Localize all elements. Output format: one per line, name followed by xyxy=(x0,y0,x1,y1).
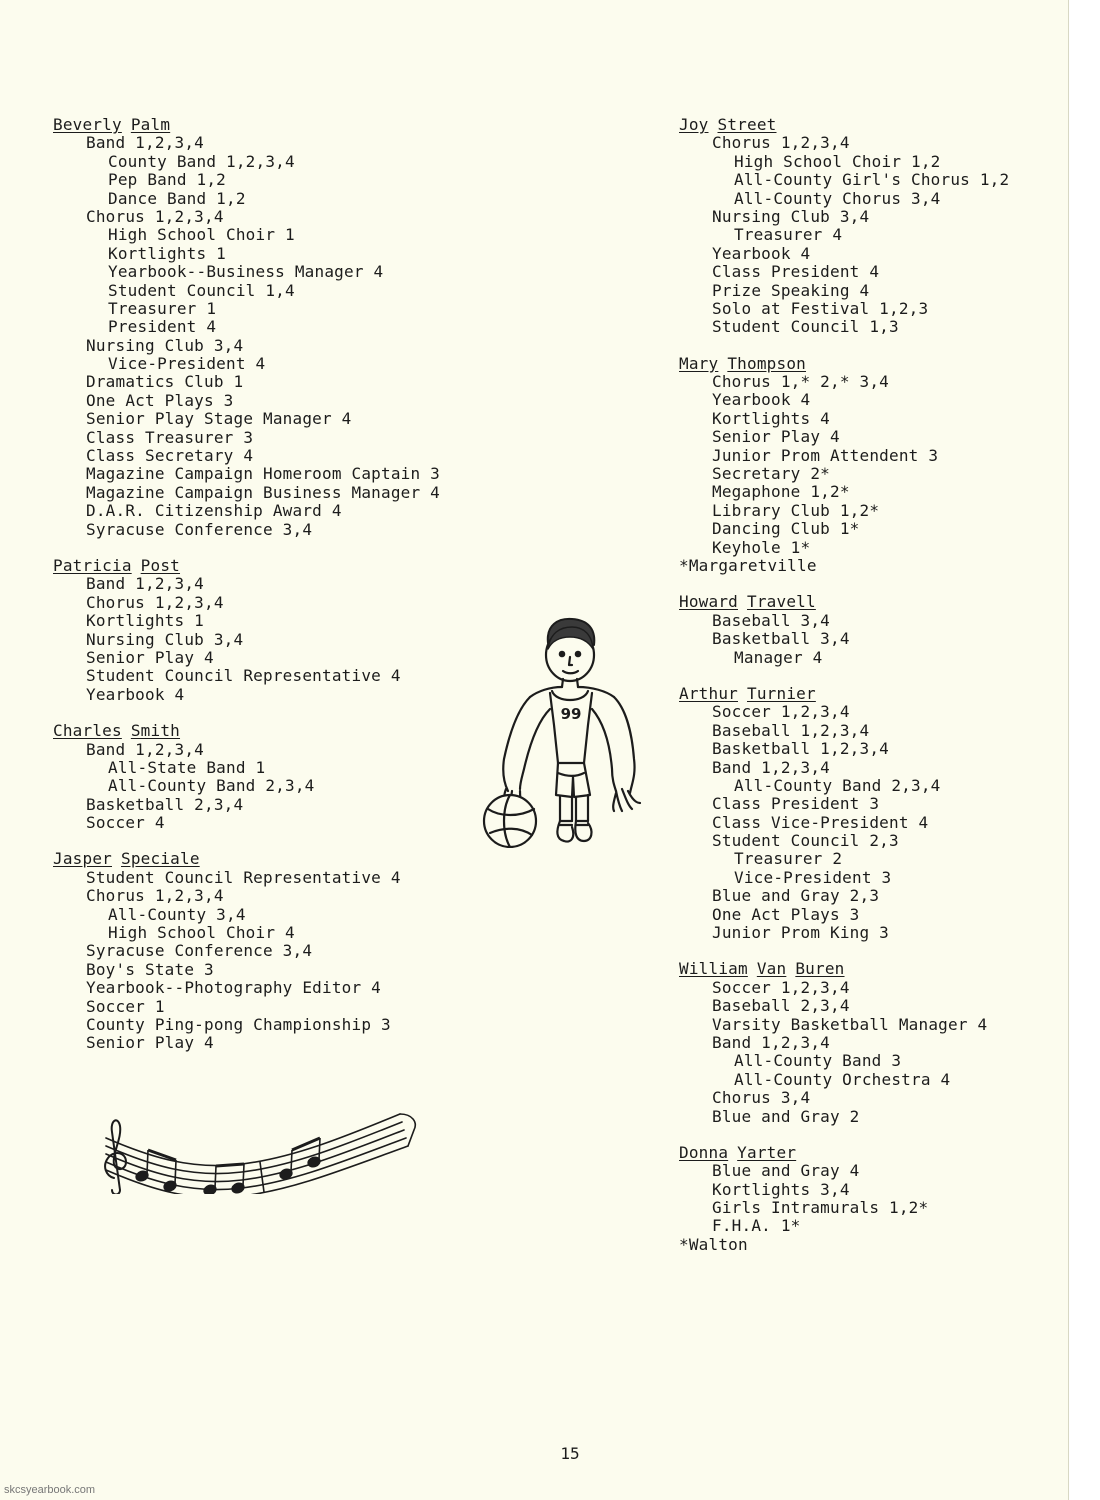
name-word: William xyxy=(679,959,748,979)
activity-line: Yearbook 4 xyxy=(712,243,811,263)
activity-line: All-County Orchestra 4 xyxy=(734,1069,951,1089)
activity-line: County Ping-pong Championship 3 xyxy=(86,1014,391,1034)
activity-line: High School Choir 1,2 xyxy=(734,151,941,171)
activity-line: Manager 4 xyxy=(734,647,823,667)
name-word: Howard xyxy=(679,592,738,612)
name-word: Turnier xyxy=(747,683,816,703)
name-word: Thompson xyxy=(727,353,807,373)
activity-line: All-County Band 3 xyxy=(734,1051,902,1071)
senior-name xyxy=(53,557,513,575)
activity-line: All-County Band 2,3,4 xyxy=(108,776,315,796)
activity-line: Band 1,2,3,4 xyxy=(86,739,204,759)
senior-name xyxy=(53,722,513,740)
activity-line: Basketball 3,4 xyxy=(712,629,850,649)
activity-line: Syracuse Conference 3,4 xyxy=(86,519,313,539)
activity-line: Yearbook 4 xyxy=(86,684,185,704)
name-word: Patricia xyxy=(53,555,132,575)
activity-line: Baseball 1,2,3,4 xyxy=(712,720,870,740)
activity-line: Chorus 3,4 xyxy=(712,1088,811,1108)
name-word: Charles xyxy=(53,721,122,741)
activity-line: Class President 4 xyxy=(712,262,880,282)
activity-line: High School Choir 4 xyxy=(108,923,295,943)
right-column xyxy=(679,116,1059,1272)
activity-line: Dramatics Club 1 xyxy=(86,372,244,392)
activity-line: Chorus 1,2,3,4 xyxy=(712,133,850,153)
activity-line: Soccer 4 xyxy=(86,813,165,833)
activity-line: President 4 xyxy=(108,317,217,337)
activity-line: Junior Prom King 3 xyxy=(712,923,889,943)
activity-line: Kortlights 3,4 xyxy=(712,1179,850,1199)
senior-entry xyxy=(679,685,1059,942)
activity-line: D.A.R. Citizenship Award 4 xyxy=(86,501,342,521)
activity-line: Student Council 2,3 xyxy=(712,831,899,851)
name-word: Buren xyxy=(795,959,845,979)
activity-line: Girls Intramurals 1,2* xyxy=(712,1198,929,1218)
senior-name xyxy=(679,593,1059,611)
activity-line: Soccer 1,2,3,4 xyxy=(712,702,850,722)
senior-entry xyxy=(53,722,513,832)
senior-entry xyxy=(679,355,1059,576)
activity-line: All-County 3,4 xyxy=(108,904,246,924)
senior-name xyxy=(679,685,1059,703)
activity-line: Treasurer 2 xyxy=(734,849,843,869)
activity-line: Senior Play Stage Manager 4 xyxy=(86,409,352,429)
name-word: Street xyxy=(717,115,777,134)
music-staff-illustration xyxy=(92,1108,422,1194)
activity-line: Kortlights 4 xyxy=(712,408,830,428)
page-number: 15 xyxy=(560,1444,580,1463)
senior-name xyxy=(679,960,1059,978)
activity-line: Keyhole 1* xyxy=(712,537,811,557)
activity-line: All-County Chorus 3,4 xyxy=(734,188,941,208)
activity-line: One Act Plays 3 xyxy=(86,390,234,410)
activity-line: Class Treasurer 3 xyxy=(86,427,254,447)
activity-line: Kortlights 1 xyxy=(108,243,226,263)
name-word: Joy xyxy=(679,115,709,134)
activity-line: Band 1,2,3,4 xyxy=(86,574,204,594)
name-word: Speciale xyxy=(121,849,200,869)
activity-line: Class President 3 xyxy=(712,794,880,814)
activity-line: All-County Band 2,3,4 xyxy=(734,775,941,795)
name-word: Travell xyxy=(747,592,816,612)
left-column xyxy=(53,116,513,1071)
activity-line: Prize Speaking 4 xyxy=(712,280,870,300)
activity-line: Class Vice-President 4 xyxy=(712,812,929,832)
name-word: Post xyxy=(140,555,181,575)
activity-line: Band 1,2,3,4 xyxy=(712,1032,830,1052)
activity-line: Chorus 1,2,3,4 xyxy=(86,886,224,906)
senior-entry xyxy=(679,116,1059,337)
senior-entry xyxy=(679,960,1059,1126)
activity-line: Band 1,2,3,4 xyxy=(712,757,830,777)
activity-line: Chorus 1,2,3,4 xyxy=(86,206,224,226)
activity-line: Dancing Club 1* xyxy=(712,519,860,539)
name-word: Jasper xyxy=(53,849,112,869)
senior-name xyxy=(679,1144,1059,1162)
name-word: Arthur xyxy=(679,683,738,703)
school-footnote: *Margaretville xyxy=(679,555,817,575)
activity-line: Senior Play 4 xyxy=(86,1033,214,1053)
activity-line: Senior Play 4 xyxy=(86,647,214,667)
name-word: Smith xyxy=(130,721,181,741)
activity-line: Soccer 1,2,3,4 xyxy=(712,977,850,997)
activity-line: Class Secretary 4 xyxy=(86,446,254,466)
activity-line: Megaphone 1,2* xyxy=(712,482,850,502)
senior-name xyxy=(53,116,513,134)
activity-line: Syracuse Conference 3,4 xyxy=(86,941,313,961)
activity-line: Nursing Club 3,4 xyxy=(712,206,870,226)
name-word: Yarter xyxy=(737,1142,797,1162)
watermark: skcsyearbook.com xyxy=(4,1484,96,1496)
activity-line: All-State Band 1 xyxy=(108,757,266,777)
senior-name xyxy=(679,355,1059,373)
name-word: Palm xyxy=(130,115,171,134)
senior-entry xyxy=(53,557,513,704)
activity-line: Library Club 1,2* xyxy=(712,500,880,520)
activity-line: Student Council Representative 4 xyxy=(86,867,401,887)
activity-line: Treasurer 4 xyxy=(734,225,843,245)
activity-line: Treasurer 1 xyxy=(108,298,217,318)
name-word: Donna xyxy=(679,1142,729,1162)
activity-line: One Act Plays 3 xyxy=(712,904,860,924)
senior-entry xyxy=(53,116,513,539)
activity-line: Student Council Representative 4 xyxy=(86,666,401,686)
senior-entry xyxy=(679,593,1059,667)
activity-line: Junior Prom Attendent 3 xyxy=(712,445,939,465)
activity-line: County Band 1,2,3,4 xyxy=(108,151,295,171)
activity-line: Blue and Gray 2 xyxy=(712,1106,860,1126)
activity-line: Yearbook 4 xyxy=(712,390,811,410)
activity-line: High School Choir 1 xyxy=(108,225,295,245)
jersey-number: 99 xyxy=(560,705,582,723)
activity-line: Vice-President 3 xyxy=(734,867,892,887)
activity-line: Senior Play 4 xyxy=(712,427,840,447)
activity-line: All-County Girl's Chorus 1,2 xyxy=(734,170,1010,190)
activity-line: Magazine Campaign Business Manager 4 xyxy=(86,482,440,502)
activity-line: Blue and Gray 4 xyxy=(712,1161,860,1181)
senior-name xyxy=(53,850,513,868)
activity-line: F.H.A. 1* xyxy=(712,1216,801,1236)
basketball-player-illustration xyxy=(480,613,648,848)
activity-line: Basketball 2,3,4 xyxy=(86,794,244,814)
activity-line: Nursing Club 3,4 xyxy=(86,629,244,649)
activity-line: Pep Band 1,2 xyxy=(108,170,226,190)
activity-line: Nursing Club 3,4 xyxy=(86,335,244,355)
senior-entry xyxy=(53,850,513,1052)
activity-line: Boy's State 3 xyxy=(86,959,214,979)
name-word: Van xyxy=(756,959,787,979)
activity-line: Band 1,2,3,4 xyxy=(86,133,204,153)
activity-line: Magazine Campaign Homeroom Captain 3 xyxy=(86,464,440,484)
activity-line: Vice-President 4 xyxy=(108,354,266,374)
activity-line: Basketball 1,2,3,4 xyxy=(712,739,889,759)
activity-line: Chorus 1,* 2,* 3,4 xyxy=(712,372,889,392)
activity-line: Student Council 1,3 xyxy=(712,317,899,337)
activity-line: Baseball 2,3,4 xyxy=(712,996,850,1016)
activity-line: Baseball 3,4 xyxy=(712,610,830,630)
senior-entry xyxy=(679,1144,1059,1254)
activity-line: Chorus 1,2,3,4 xyxy=(86,592,224,612)
activity-line: Student Council 1,4 xyxy=(108,280,295,300)
activity-line: Dance Band 1,2 xyxy=(108,188,246,208)
activity-line: Yearbook--Photography Editor 4 xyxy=(86,978,381,998)
activity-line: Varsity Basketball Manager 4 xyxy=(712,1014,988,1034)
senior-name xyxy=(679,116,1059,134)
name-word: Mary xyxy=(679,353,719,373)
activity-line: Soccer 1 xyxy=(86,996,165,1016)
name-word: Beverly xyxy=(53,115,122,134)
activity-line: Yearbook--Business Manager 4 xyxy=(108,262,384,282)
activity-line: Secretary 2* xyxy=(712,464,830,484)
school-footnote: *Walton xyxy=(679,1234,748,1254)
activity-line: Solo at Festival 1,2,3 xyxy=(712,298,929,318)
activity-line: Blue and Gray 2,3 xyxy=(712,886,880,906)
activity-line: Kortlights 1 xyxy=(86,611,204,631)
